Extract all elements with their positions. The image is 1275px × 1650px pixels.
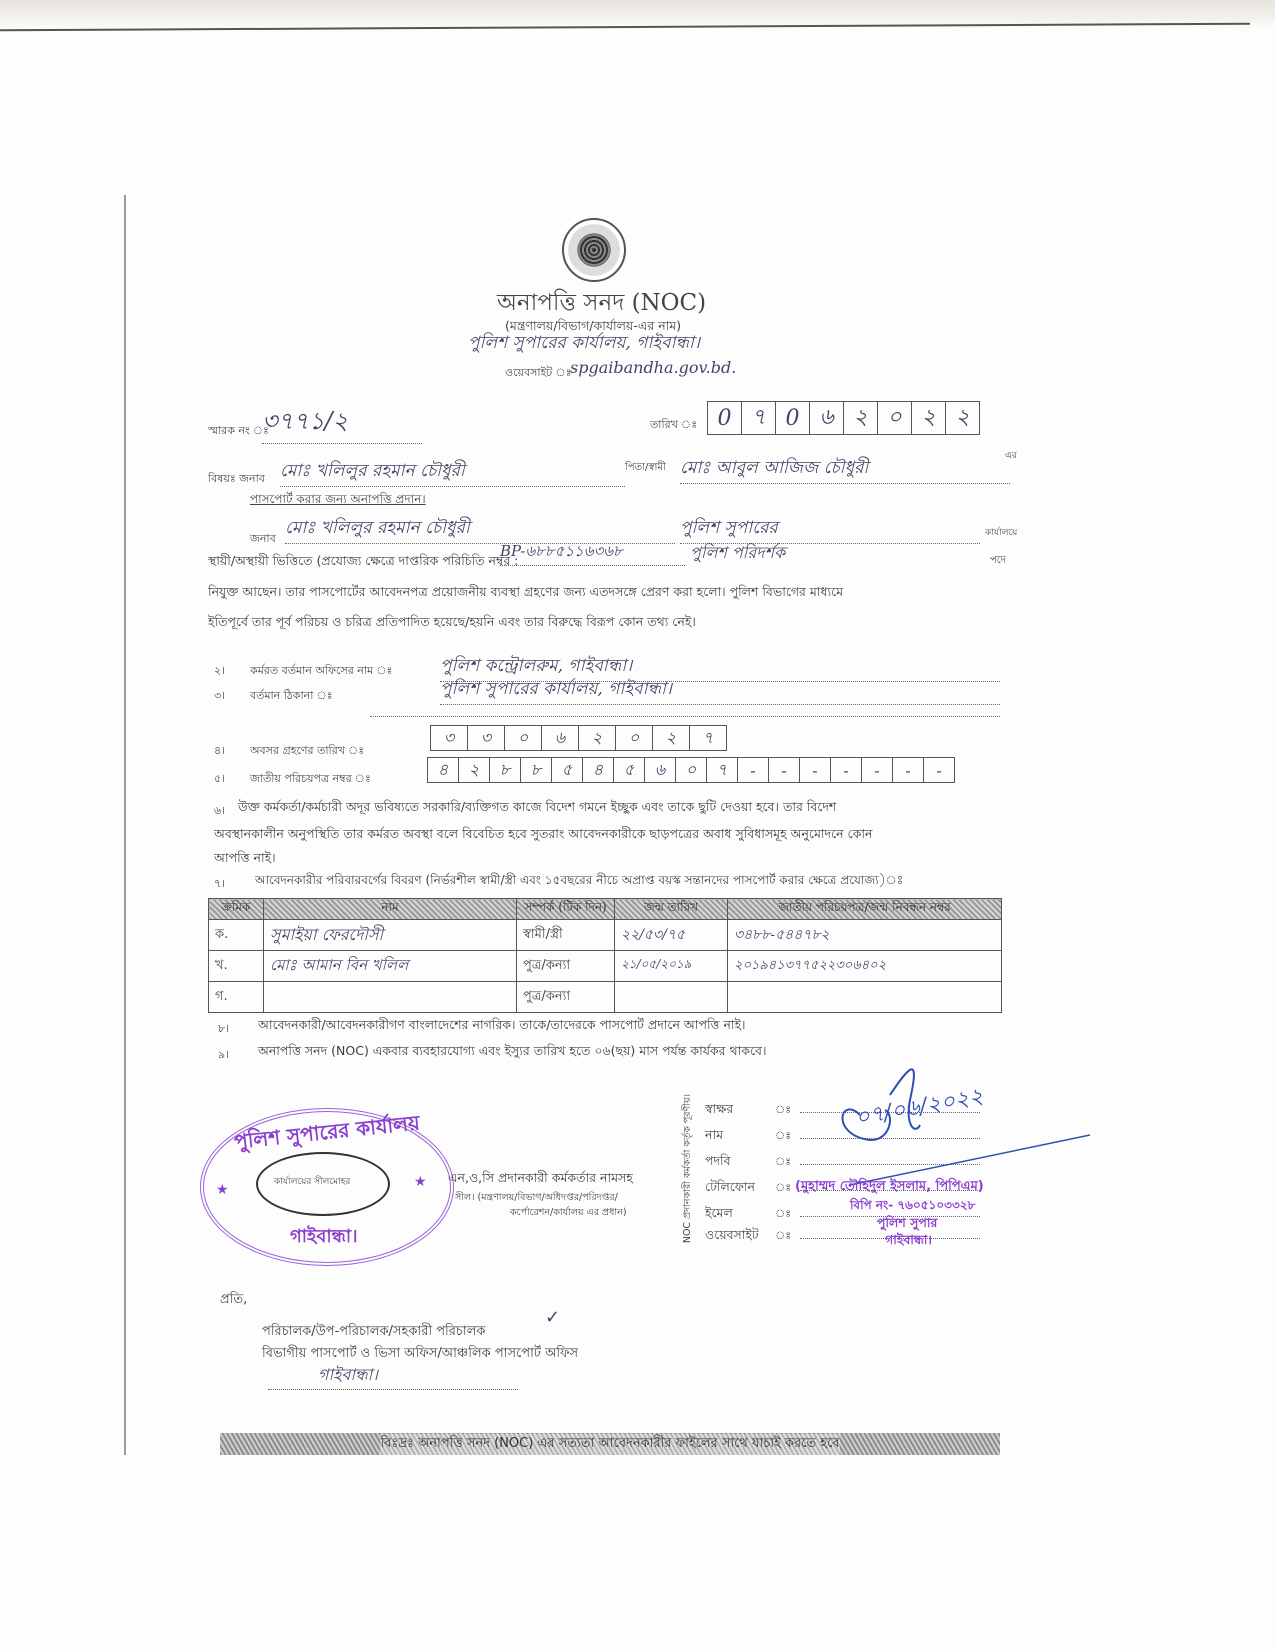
- officer-district: গাইবান্ধা।: [885, 1232, 932, 1247]
- row-dob: [615, 982, 728, 1013]
- item6-line1: উক্ত কর্মকর্তা/কর্মচারী অদূর ভবিষ্যতে সরকারি/ব্যক্তিগত কাজে বিদেশ গমনে ইচ্ছুক এবং তাকে ছুটি দেওয়া হবে। তার বিদেশ: [238, 799, 837, 814]
- nid-number-boxes: [427, 757, 955, 783]
- officer-bp-number: বিপি নং- ৭৬০৫১০৩৩২৮: [850, 1198, 976, 1212]
- field-telephone: টেলিফোন ঃ: [705, 1176, 980, 1202]
- col-id: জাতীয় পরিচয়পত্র/জন্ম নিবন্ধন নম্বর: [728, 899, 1002, 920]
- subject-label: বিষয়ঃ জনাব: [208, 472, 265, 485]
- and-label: এর: [1005, 451, 1017, 461]
- government-seal-icon: [562, 218, 626, 282]
- field-designation: পদবি ঃ: [705, 1150, 980, 1176]
- item5-number: ৫।: [214, 772, 226, 785]
- digit-box: ২: [653, 726, 690, 750]
- item6-number: ৬।: [214, 804, 226, 817]
- body-line3: নিযুক্ত আছেন। তার পাসপোর্টের আবেদনপত্র প্রয়োজনীয় ব্যবস্থা গ্রহণের জন্য এতদসঙ্গে প্রেরণ করা হলো। পুলিশ বিভাগের মাধ্যমে: [208, 584, 844, 599]
- digit-box: ৪: [428, 758, 459, 782]
- item4-label: অবসর গ্রহণের তারিখ ঃ: [250, 744, 365, 757]
- body-line2-suffix: পদে: [990, 555, 1007, 566]
- digit-box: -: [800, 758, 831, 782]
- field-website: ওয়েবসাইট ঃ: [705, 1224, 980, 1246]
- col-relation: সম্পর্ক (টিক দিন): [517, 899, 615, 920]
- officer-title: পুলিশ সুপার: [877, 1215, 938, 1230]
- row-serial: খ.: [209, 951, 264, 982]
- digit-box: 0: [708, 402, 742, 434]
- stamp-outer-bottom: গাইবান্ধা।: [290, 1226, 358, 1247]
- digit-box: ৫: [552, 758, 583, 782]
- recipient-line1: পরিচালক/উপ-পরিচালক/সহকারী পরিচালক: [262, 1324, 486, 1339]
- digit-box: ৩: [431, 726, 468, 750]
- row-relation: পুত্র/কন্যা: [517, 951, 615, 982]
- row-serial: গ.: [209, 982, 264, 1013]
- office-seal-stamp: [200, 1108, 454, 1266]
- row-id: ২০১৯৪১৩৭৭৫২২৩০৬৪০২: [728, 951, 1002, 982]
- digit-box: -: [738, 758, 769, 782]
- table-row: [209, 951, 1002, 982]
- digit-box: ৭: [707, 758, 738, 782]
- digit-box: ৮: [490, 758, 521, 782]
- recipient-location: গাইবান্ধা।: [268, 1362, 518, 1390]
- stamp-star-icon: ★: [414, 1174, 427, 1190]
- family-table-header: [209, 899, 1002, 920]
- row-dob: ২২/৫৩/৭৫: [615, 920, 728, 951]
- item4-number: ৪।: [214, 744, 226, 757]
- item3-value: পুলিশ সুপারের কার্যালয়, গাইবান্ধা।: [440, 676, 1000, 705]
- item8-number: ৮।: [218, 1022, 230, 1035]
- row-id: ৩৪৮৮-৫৪৪৭৮২: [728, 920, 1002, 951]
- col-serial: ক্রমিক: [209, 899, 264, 920]
- digit-box: ০: [676, 758, 707, 782]
- stamp-star-icon: ★: [216, 1182, 229, 1198]
- digit-box: ০: [878, 402, 912, 434]
- digit-box: ৭: [742, 402, 776, 434]
- website-label: ওয়েবসাইট ঃ: [505, 366, 572, 379]
- seal-caption-line2: সীল। (মন্ত্রণালয়/বিভাগ/অধিদপ্তর/পরিদপ্তর/: [455, 1192, 618, 1203]
- body-office-handwritten: পুলিশ সুপারের: [680, 515, 980, 544]
- digit-box: -: [769, 758, 800, 782]
- field-signature: স্বাক্ষর ঃ: [705, 1098, 980, 1124]
- row-id: [728, 982, 1002, 1013]
- digit-box: ২: [459, 758, 490, 782]
- item9-text: অনাপত্তি সনদ (NOC) একবার ব্যবহারযোগ্য এবং ইস্যুর তারিখ হতে ০৬(ছয়) মাস পর্যন্ত কার্যকর থাকবে।: [258, 1043, 767, 1058]
- check-mark-icon: ✓: [545, 1307, 561, 1328]
- body-applicant-name: মোঃ খলিলুর রহমান চৌধুরী: [285, 515, 675, 544]
- officer-name: (মুহাম্মদ তৌহিদুল ইসলাম, পিপিএম): [795, 1179, 984, 1194]
- digit-box: ২: [955, 404, 970, 430]
- stamp-outer-top: পুলিশ সুপারের কার্যালয়: [232, 1110, 421, 1154]
- digit-box: ৩: [468, 726, 505, 750]
- digit-box: ২: [579, 726, 616, 750]
- item7-number: ৭।: [214, 877, 226, 890]
- body-line4: ইতিপূর্বে তার পূর্ব পরিচয় ও চরিত্র প্রতিপাদিত হয়েছে/হয়নি এবং তার বিরুদ্ধে বিরূপ কোন তথ্য নেই।: [208, 614, 696, 629]
- row-serial: ক.: [209, 920, 264, 951]
- digit-box: ৮: [521, 758, 552, 782]
- row-relation: স্বামী/স্ত্রী: [517, 920, 615, 951]
- row-name: সুমাইয়া ফেরদৌসী: [264, 920, 517, 951]
- officer-fill-note: NOC প্রদানকারী কর্মকর্তা কর্তৃক পূরণীয়।: [682, 1094, 693, 1244]
- field-name: নাম ঃ: [705, 1124, 980, 1150]
- row-relation: পুত্র/কন্যা: [517, 982, 615, 1013]
- memo-number: ৩৭৭১/২: [262, 403, 422, 444]
- signature-date: ০৭/০৬/২০২২: [853, 1083, 986, 1132]
- item2-value: পুলিশ কন্ট্রোলরুম, গাইবান্ধা।: [440, 653, 1000, 682]
- row-name: মোঃ আমান বিন খলিল: [264, 951, 517, 982]
- table-row: [209, 920, 1002, 951]
- recipient-line2: বিভাগীয় পাসপোর্ট ও ভিসা অফিস/আঞ্চলিক পাসপোর্ট অফিস: [262, 1346, 579, 1361]
- body-office-suffix: কার্যালয়ে: [985, 528, 1018, 538]
- item9-number: ৯।: [218, 1048, 230, 1061]
- office-name-handwritten: পুলিশ সুপারের কার্যালয়, গাইবান্ধা।: [468, 333, 700, 353]
- field-email: ইমেল ঃ: [705, 1202, 980, 1224]
- footer-text: বিঃদ্রঃ অনাপত্তি সনদ (NOC) এর সত্যতা আবেদনকারীর ফাইলের সাথে যাচাই করতে হবে: [380, 1434, 839, 1455]
- subject-line2: পাসপোর্ট করার জন্য অনাপত্তি প্রদান।: [250, 492, 426, 506]
- seal-caption-line3: কর্পোরেশন/কার্যালয় এর প্রধান): [510, 1207, 627, 1218]
- item3-label: বর্তমান ঠিকানা ঃ: [250, 689, 333, 702]
- document-title: অনাপত্তি সনদ (NOC): [497, 290, 707, 316]
- digit-box: -: [831, 758, 862, 782]
- digit-box: ৬: [810, 402, 844, 434]
- digit-box: ৬: [542, 726, 579, 750]
- item2-number: ২।: [214, 664, 226, 677]
- family-table: [208, 898, 1002, 1013]
- digit-box: ৭: [702, 727, 714, 747]
- digit-box: ৬: [645, 758, 676, 782]
- digit-box: ২: [844, 402, 878, 434]
- digit-box: -: [862, 758, 893, 782]
- item8-text: আবেদনকারী/আবেদনকারীগণ বাংলাদেশের নাগরিক। তাকে/তাদেরকে পাসপোর্ট প্রদানে আপত্তি নাই।: [258, 1017, 746, 1032]
- subject-applicant-name: মোঃ খলিলুর রহমান চৌধুরী: [280, 458, 625, 487]
- digit-box: -: [936, 760, 942, 780]
- relation-label: পিতা/স্বামী: [625, 462, 666, 473]
- recipient-to: প্রতি,: [220, 1292, 248, 1307]
- table-row: [209, 982, 1002, 1013]
- digit-box: -: [893, 758, 924, 782]
- row-name: [264, 982, 517, 1013]
- bp-number: BP-৬৮৮৫১১৬৩৬৮: [500, 540, 685, 566]
- digit-box: 0: [776, 402, 810, 434]
- janab-label: জনাব: [250, 532, 276, 545]
- stamp-inner-text: কার্যালয়ের সীলমোহর: [274, 1177, 351, 1187]
- retirement-date-boxes: [430, 725, 727, 751]
- item6-line2: অবস্থানকালীন অনুপস্থিতি তার কর্মরত অবস্থা বলে বিবেচিত হবে সুতরাং আবেদনকারীকে ছাড়পত্রের অবাধ সুবিধাসমূহ অনুমোদনে কোন: [214, 826, 873, 841]
- digit-box: ৫: [614, 758, 645, 782]
- date-boxes: [707, 401, 980, 435]
- item7-label: আবেদনকারীর পরিবারবর্গের বিবরণ (নির্ভরশীল স্বামী/স্ত্রী এবং ১৫বছরের নীচে অপ্রাপ্ত বয়স্ক সন্তানদের পাসপোর্ট করার ক্ষেত্রে প্রযোজ্য)ঃ: [255, 873, 904, 887]
- ministry-label: (মন্ত্রণালয়/বিভাগ/কার্যালয়-এর নাম): [505, 318, 682, 333]
- designation: পুলিশ পরিদর্শক: [690, 543, 786, 562]
- stamp-inner-ring: [256, 1152, 390, 1216]
- item6-line3: আপত্তি নাই।: [214, 850, 276, 865]
- digit-box: ৪: [583, 758, 614, 782]
- row-dob: ২১/০৫/২০১৯: [615, 951, 728, 982]
- website-value: spgaibandha.gov.bd.: [570, 358, 737, 377]
- digit-box: ২: [912, 402, 946, 434]
- item3-number: ৩।: [214, 689, 226, 702]
- col-name: নাম: [264, 899, 517, 920]
- digit-box: ০: [505, 726, 542, 750]
- footer-note: [220, 1433, 1000, 1455]
- col-dob: জন্ম তারিখ: [615, 899, 728, 920]
- digit-box: ০: [616, 726, 653, 750]
- seal-caption-line1: এন,ও,সি প্রদানকারী কর্মকর্তার নামসহ: [448, 1170, 633, 1185]
- item3-extra-line: [370, 716, 1000, 717]
- body-line2-prefix: স্থায়ী/অস্থায়ী ভিত্তিতে (প্রযোজ্য ক্ষেত্রে দাপ্তরিক পরিচিতি নম্বর :: [208, 553, 519, 568]
- item5-label: জাতীয় পরিচয়পত্র নম্বর ঃ: [250, 772, 371, 785]
- item2-label: কর্মরত বর্তমান অফিসের নাম ঃ: [250, 664, 393, 677]
- date-label: তারিখ ঃ: [650, 418, 698, 431]
- memo-label: স্মারক নং ঃ: [208, 424, 269, 437]
- subject-father-name: মোঃ আবুল আজিজ চৌধুরী: [680, 455, 1010, 484]
- left-margin-rule: [124, 195, 126, 1455]
